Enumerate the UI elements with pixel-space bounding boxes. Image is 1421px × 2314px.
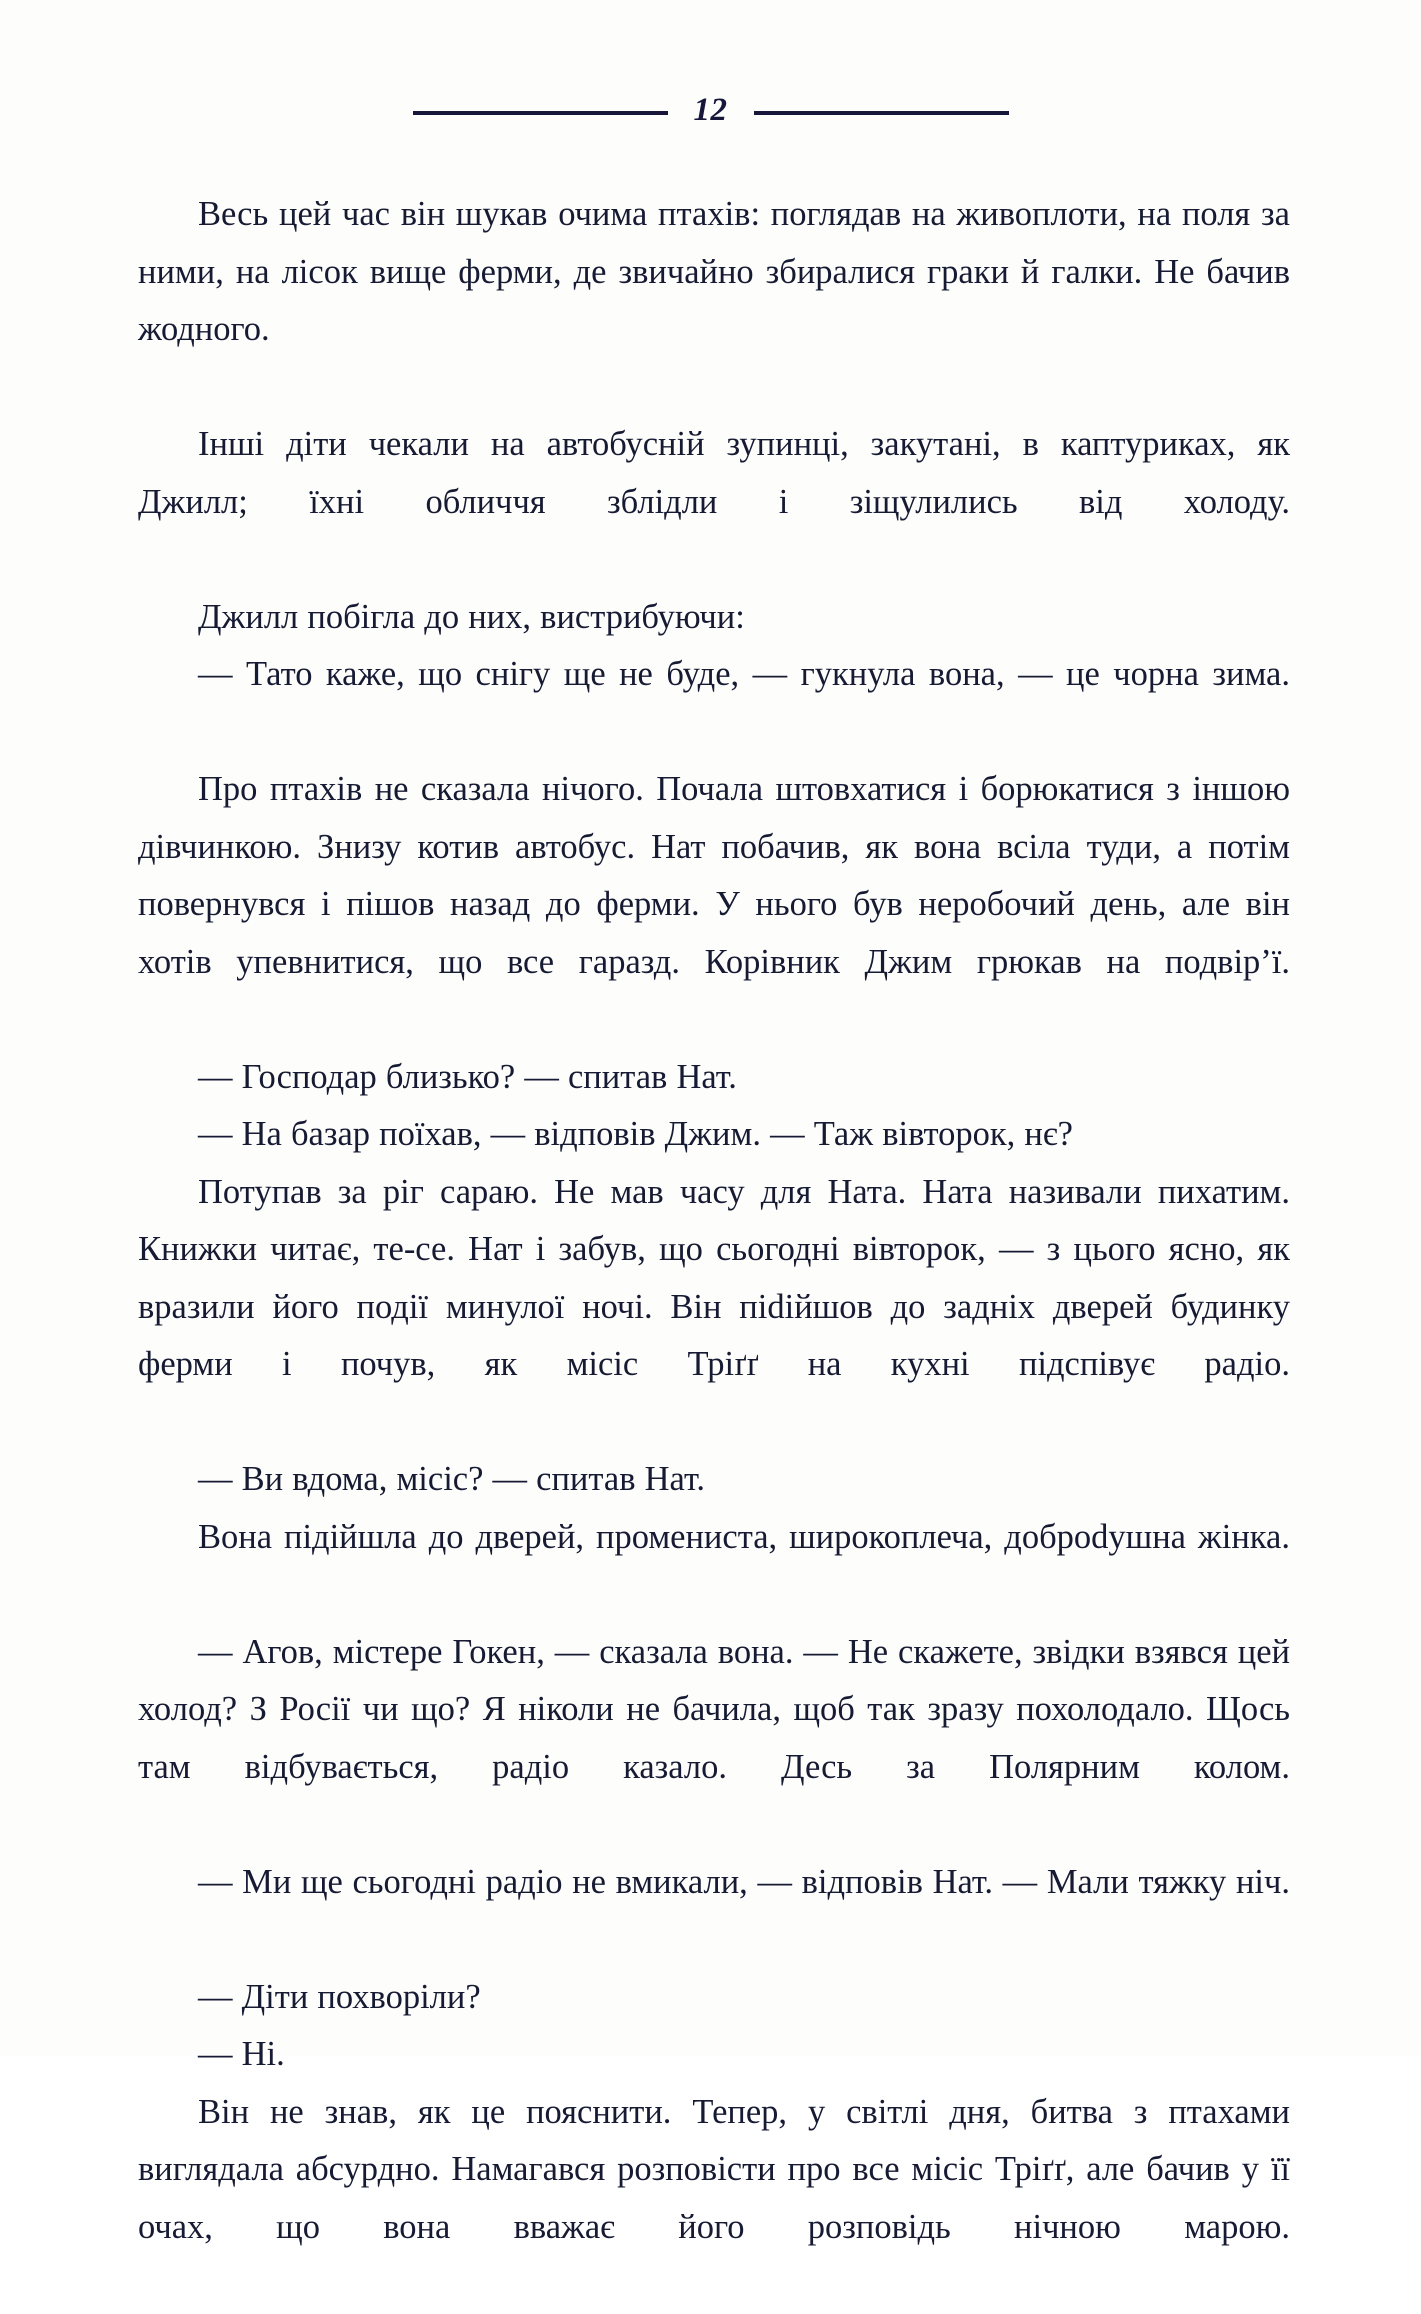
paragraph: Він не знав, як це пояснити. Тепер, у світлі дня, битва з птахами виглядала абсурдно. Намагався розповісти про все місіс Тріґґ, але бачив у її очах, що вона вважає його розповідь нічною марою. xyxy=(138,2092,1290,2246)
header-rule-left xyxy=(413,111,668,115)
paragraph: Інші діти чекали на автобусній зупинці, закутані, в каптуриках, як Джилл; їхні обличчя зблідли і зіщулились від холоду. xyxy=(138,425,1290,521)
dialogue-line: — На базар поїхав, — відповів Джим. — Таж вівторок, нє? xyxy=(198,1115,1073,1153)
page-number: 12 xyxy=(693,92,728,128)
paragraph: Весь цей час він шукав очима птахів: поглядав на живоплоти, на поля за ними, на лісок вище ферми, де звичайно збиралися граки й галки. Не бачив жодного. xyxy=(138,195,1290,348)
dialogue-line: — Ми ще сьогодні радіо не вмикали, — відповів Нат. — Мали тяжку ніч. xyxy=(198,1862,1290,1901)
running-head xyxy=(0,92,1421,129)
dialogue-line: — Діти похворіли? xyxy=(198,1977,481,2016)
paragraph: Про птахів не сказала нічого. Почала штовхатися і борюкатися з іншою дівчинкою. Знизу котив автобус. Нат побачив, як вона всіла туди, а потім повернувся і пішов назад до ферми. У нього був неробочий день, але він хотів упевнитися, що все гаразд. Корівник Джим грюкав на подвір’ї. xyxy=(138,770,1290,981)
paragraph: Потупав за ріг сараю. Не мав часу для Ната. Ната називали пихатим. Книжки читає, те-се. Нат і забув, що сьогодні вівторок, — з цього ясно, як вразили його події минулої ночі. Він піdійшов до задніх дверей будинку ферми і почув, як місіс Тріґґ на кухні підспівує радіо. xyxy=(138,1172,1290,1383)
dialogue-line: — Ви вдома, місіс? — спитав Нат. xyxy=(198,1460,706,1498)
dialogue-line: — Тато каже, що снігу ще не буде, — гукнула вона, — це чорна зима. xyxy=(198,655,1290,693)
dialogue-line: — Ні. xyxy=(198,2035,285,2073)
body-text xyxy=(138,186,1290,2314)
dialogue-line: — Господар близько? — спитав Нат. xyxy=(198,1057,737,1096)
header-rule-right xyxy=(754,111,1009,115)
dialogue-line: — Агов, містере Гокен, — сказала вона. — Не скажете, звідки взявся цей холод? З Росії чи що? Я ніколи не бачила, щоб так зразу похолодало. Щось там відбувається, радіо казало. Десь за Полярним колом. xyxy=(138,1632,1290,1786)
paragraph: Вона підійшла до дверей, промениста, широкоплеча, доброdушна жінка. xyxy=(198,1517,1290,1556)
paragraph: Джилл побігла до них, вистрибуючи: xyxy=(198,597,745,636)
